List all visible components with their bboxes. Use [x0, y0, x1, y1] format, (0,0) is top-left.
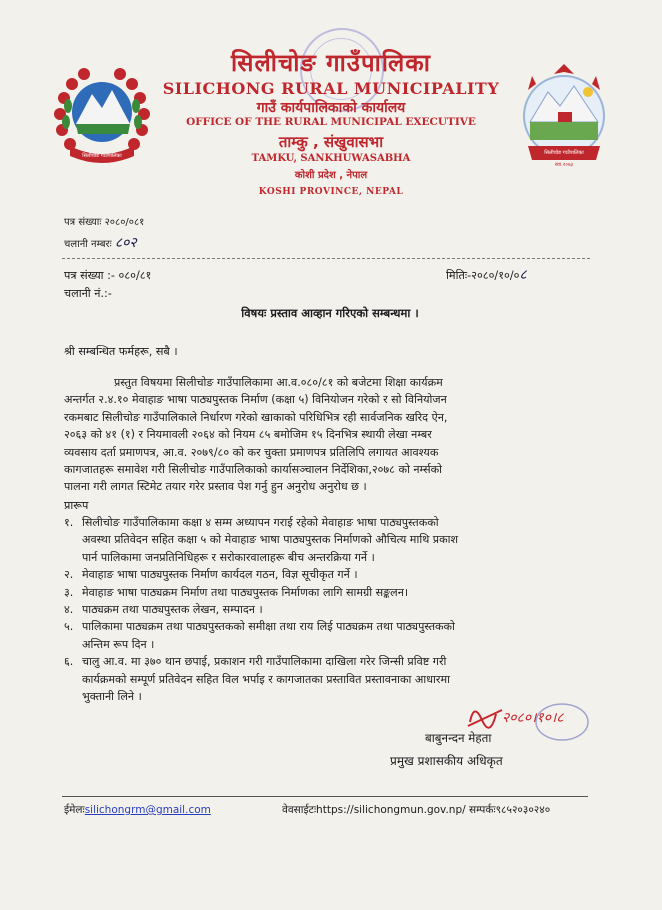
dispatch-number: चलानी नं.:- — [64, 287, 112, 300]
signatory-name: बाबुनन्दन मेहता — [425, 731, 492, 745]
nepali-title: सिलीचोङ गाउँपालिका — [231, 49, 431, 77]
top-letter-number-value: २०८०/०८१ — [104, 217, 145, 228]
municipality-emblem-left — [50, 58, 154, 170]
list-item-text: अन्तिम रूप दिन । — [82, 637, 155, 651]
logo-right-ribbon: सिलीचोङ गाउँपालिका — [544, 150, 584, 156]
english-location: TAMKU, SANKHUWASABHA — [251, 153, 411, 164]
english-office-name: OFFICE OF THE RURAL MUNICIPAL EXECUTIVE — [186, 116, 476, 128]
list-item-number: ५. — [64, 620, 74, 634]
list-item — [64, 601, 584, 618]
list-item-text: सिलीचोङ गाउँपालिकामा कक्षा ४ सम्म अध्यापन गराई रहेको मेवाहाङ भाषा पाठ्यपुस्तकको — [82, 516, 439, 529]
top-dispatch-number — [64, 233, 137, 252]
list-item-text: भुक्तानी लिने । — [82, 690, 142, 704]
body-line: पालना गरी लागत स्टिमेट तयार गरेर प्रस्ताव पेश गर्नु हुन अनुरोध अनुरोध छ । — [64, 480, 367, 494]
list-item-text: मेवाहाङ भाषा पाठ्यक्रम निर्माण तथा पाठ्यपुस्तक निर्माणका लागि सामग्री सङ्कलन। — [82, 585, 409, 599]
nepali-location: ताम्कु , संखुवासभा — [278, 133, 384, 151]
list-item-text: पालिकामा पाठ्यक्रम तथा पाठ्यपुस्तकको समीक्षा तथा राय लिई पाठ्यक्रम तथा पाठ्यपुस्तकको — [82, 620, 455, 634]
header-divider — [62, 258, 590, 259]
top-dispatch-label: चलानी नम्बरः — [64, 239, 112, 250]
letter-date-handwritten: ८ — [519, 267, 527, 283]
body-paragraph — [64, 374, 584, 496]
body-line: रकमबाट सिलीचोङ गाउँपालिकाले निर्धारण गरेको खाकाको परिधिभित्र रही सार्वजनिक खरिद ऐन, — [64, 410, 448, 424]
top-letter-number-label: पत्र संख्याः — [64, 217, 102, 228]
numbered-list — [64, 514, 584, 705]
footer-website-contact: वेवसाईटःhttps://silichongmun.gov.np/ सम्पर्कः९८५२०३०२४० — [282, 804, 551, 816]
list-item-number: २. — [64, 568, 74, 582]
footer-divider — [62, 796, 588, 797]
body-line: २०६३ को ४१ (१) र नियमावली २०६४ को नियम ८५ बमोजिम १५ दिनभित्र स्थायी लेखा नम्बर — [64, 428, 432, 442]
list-item-number: १. — [64, 516, 74, 529]
municipality-logo-right — [518, 62, 610, 170]
english-title: SILICHONG RURAL MUNICIPALITY — [162, 79, 500, 98]
list-item-text: पाठ्यक्रम तथा पाठ्यपुस्तक लेखन, सम्पादन । — [82, 603, 263, 617]
list-item — [64, 514, 584, 566]
list-item-text: अवस्था प्रतिवेदन सहित कक्षा ५ को मेवाहाङ भाषा पाठ्यपुस्तक निर्माणको औचित्य माथि प्रकाश — [82, 533, 459, 547]
top-letter-number — [64, 214, 144, 228]
list-item — [64, 618, 584, 653]
body-line: अन्तर्गत २.४.१० मेवाहाङ भाषा पाठ्यपुस्तक निर्माण (कक्षा ५) विनियोजन गरेको र सो विनियोजन — [64, 393, 447, 407]
letter-date — [446, 267, 527, 285]
english-province: KOSHI PROVINCE, NEPAL — [258, 187, 404, 197]
nepali-office-name: गाउँ कार्यपालिकाको कार्यालय — [256, 100, 406, 116]
list-item-number: ४. — [64, 603, 74, 617]
emblem-left-ribbon: सिलीचोङ गाउँपालिका — [82, 153, 122, 159]
body-line: व्यवसाय दर्ता प्रमाणपत्र, आ.व. २०७९/८० को कर चुक्ता प्रमाणपत्र प्रतिलिपि लगायत आवश्यक — [64, 445, 439, 459]
signatory-title: प्रमुख प्रशासकीय अधिकृत — [390, 754, 503, 768]
list-item-number: ६. — [64, 655, 74, 669]
list-item-text: चालु आ.व. मा ३७० थान छपाई, प्रकाशन गरी गाउँपालिकामा दाखिला गरेर जिन्सी प्रविष्ट गरी — [82, 655, 447, 669]
nepali-province: कोशी प्रदेश , नेपाल — [294, 170, 368, 181]
list-item-text: मेवाहाङ भाषा पाठ्यपुस्तक निर्माण कार्यदल गठन, विज्ञ सूचीकृत गर्ने । — [82, 568, 358, 582]
list-item — [64, 566, 584, 583]
letter-date-text: मितिः-२०८०/१०/० — [446, 269, 520, 282]
body-line: प्रस्तुत विषयमा सिलीचोङ गाउँपालिकामा आ.व.०८०/८१ को बजेटमा शिक्षा कार्यक्रम — [114, 376, 443, 389]
format-label: प्रारूप — [64, 499, 89, 512]
list-item-text: पार्न पालिकामा जनप्रतिनिधिहरू र सरोकारवालाहरू बीच अन्तरक्रिया गर्ने । — [82, 550, 375, 564]
email-label: ईमेलः — [64, 804, 85, 816]
list-item-number: ३. — [64, 585, 74, 599]
footer-email — [64, 803, 211, 817]
list-item — [64, 584, 584, 601]
top-dispatch-handwritten: ८०२ — [114, 235, 137, 251]
list-item-text: कार्यक्रमको सम्पूर्ण प्रतिवेदन सहित विल भर्पाइ र कागजातका प्रस्तावित प्रस्तावनाका आधारमा — [82, 672, 450, 686]
signature-date: २०८०।१०।८ — [502, 710, 564, 726]
subject-line: विषयः प्रस्ताव आव्हान गरिएको सम्बन्धमा । — [241, 306, 419, 320]
salutation: श्री सम्बन्धित फर्महरू, सबै । — [64, 345, 178, 358]
letter-number: पत्र संख्या :- ०८०/८१ — [64, 269, 152, 282]
body-line: कागजातहरू समावेश गरी सिलीचोङ गाउँपालिकाको कार्यासञ्चालन निर्देशिका,२०७८ को नर्म्सको — [64, 463, 443, 477]
logo-right-year: स्था.२०७३ — [554, 162, 574, 168]
email-link[interactable]: silichongrm@gmail.com — [84, 804, 211, 816]
